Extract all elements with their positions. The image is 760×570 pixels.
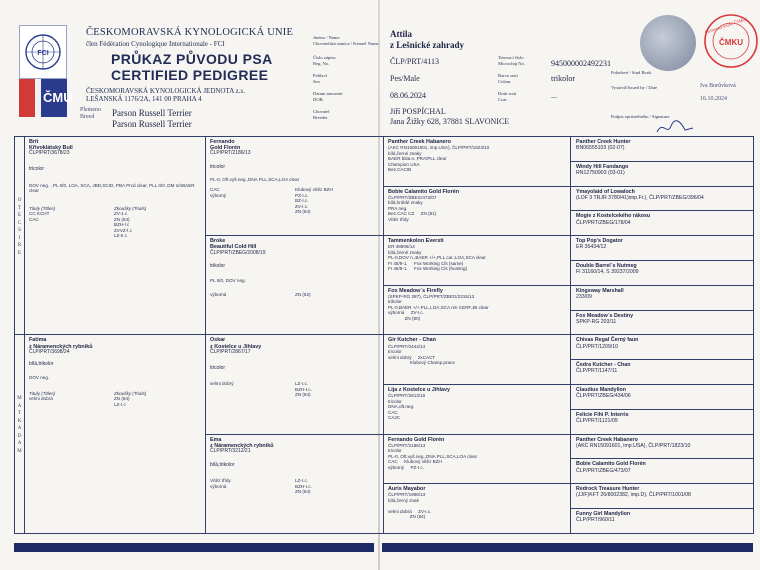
g4-cell: [571, 137, 754, 162]
microchip-number: 945000002492231: [551, 59, 611, 68]
great-grandparent-name: Gir Kutcher - Chan: [388, 337, 436, 344]
great-grandparent-name: Lija z Kostelce u Jihlavy: [388, 386, 451, 393]
grandparent-name: Oskar z Kostelce u Jihlavy: [210, 337, 262, 350]
dam-cell: [25, 335, 206, 533]
g4-reg: (AKC RN15091601, imp.USA), ČLP/PRT/1823/10: [576, 442, 691, 449]
grandparent-exams: ZN (62): [295, 291, 311, 297]
g4-name: Windy Hill Fandango: [576, 163, 629, 170]
sire-reg: ČLP/PRT/3678/23: [29, 150, 70, 157]
grandparent-titles: výborná: [210, 291, 227, 297]
great-grandparent-cell: [384, 335, 571, 385]
tattoo-label: Tetovací číslo Microchip No.: [498, 55, 526, 66]
sire-exams-label: Zkoušky (Trials): [114, 205, 147, 211]
grandparent-color: tricolor: [210, 164, 226, 171]
stud-book-label: Pořadové / Stud Book: [611, 70, 652, 75]
name-label: Jméno / Name Chovatelská stanice / Kennel Name: [313, 35, 379, 46]
g4-name: Panther Creek Habanero: [576, 436, 638, 443]
grandparent-cell: [206, 236, 384, 335]
g4-reg: ČLP/PRT/ZBEG/473/07: [576, 467, 631, 474]
dam-side-label: M A T K A D A M: [17, 396, 22, 454]
g4-cell: [571, 384, 754, 409]
g4-name: Top Pop's Dogator: [576, 238, 623, 245]
dog-name: Attila: [390, 29, 412, 39]
embossed-seal: [640, 15, 696, 71]
great-grandparent-name: Bobie Calamito Gold Florén: [388, 188, 459, 195]
sire-cell: [25, 137, 206, 335]
g4-name: Redrock Treasure Hunter: [576, 486, 640, 493]
grandparent-color: bílá,trikolor: [210, 461, 235, 468]
g4-reg: (JJ/F)KFT 26/8002382, imp.D), ČLP/PRT/1001/08: [576, 492, 691, 499]
dam-exams-label: Zkoušky (Trials): [114, 390, 147, 396]
g4-name: Kingsway Marshall: [576, 287, 624, 294]
org-member: člen Fédération Cynologique Internationale - FCI: [86, 40, 225, 48]
dam-side-label-cell: [15, 335, 25, 533]
great-grandparent-details: ČLP/PRT/1996/13 bílá,černý znak velmi dobrá ZV-I.c. ZN (84): [388, 492, 432, 520]
dam-titles: velmi dobrá: [29, 396, 53, 402]
grandparent-color: tricolor: [210, 364, 226, 371]
signature: [655, 118, 695, 138]
great-grandparent-details: (AKC RN15091601, imp.USA), ČLP/PRT/1823/10 bílá,černé znaky BAER bilat.n.,PRA/PLL clear Champion USA Bez.CACIB: [388, 145, 490, 173]
footer-band-right: [382, 543, 753, 552]
grandparent-name: Ema z Náramenckých rybníků: [210, 436, 274, 449]
great-grandparent-cell: [384, 434, 571, 484]
g4-name: Chivas Regal Černý faun: [576, 337, 639, 344]
g4-name: Double Barrel´s Nutmeg: [576, 262, 637, 269]
great-grandparent-name: Fernando Gold Florén: [388, 436, 445, 443]
grandparent-titles: velmi dobrý: [210, 381, 234, 387]
kennel-name: z Lešnické zahrady: [390, 40, 464, 50]
grandparent-exams: LZ-I.c. BZH-I.c. ZN (84): [295, 478, 312, 495]
great-grandparent-details: ER 48906/14 bílá,černé znaky PL-0,DOV n.,BAER +/+,PLL car.,LOA,SCA clear FI 45/9-1. Fox Working Cls (same) FI 45/9-1. Fox Working Cls (hunting): [388, 244, 486, 272]
coat-value: ...: [551, 91, 557, 100]
grandparent-exams: Klubový vítěz BZH PZ-I.c. BZ-I.c. ZV-I.c. ZN (84): [295, 187, 333, 215]
g4-reg: SPKP-RG 203/11: [576, 318, 617, 325]
grandparent-titles: CAC výborný: [210, 187, 227, 198]
coat-label: Druh srsti Coat: [498, 91, 517, 102]
fci-emblem: [19, 25, 67, 79]
grandparent-reg: ČLP/PRT/ZBEG/2008/19: [210, 249, 266, 256]
signature-label: Podpis oprávněného / Signature: [611, 114, 670, 119]
sire-name: Brit Křivoklátský Bull: [29, 139, 73, 152]
grandparent-health: PL 0/0, DOV neg.: [210, 278, 246, 284]
dam-name: Fatima z Náramenckých rybníků: [29, 337, 93, 350]
color-value: trikolor: [551, 74, 575, 83]
great-grandparent-name: Auris Mayabor: [388, 486, 426, 493]
great-grandparent-cell: [384, 484, 571, 534]
grandparent-exams: LZ-I.c. BZH-I.c. ZN (84): [295, 381, 312, 398]
g4-reg: ČLP/PRT/1147/11: [576, 368, 618, 375]
great-grandparent-cell: [384, 186, 571, 236]
g4-reg: FI 31160/14, S 39237/2009: [576, 269, 639, 276]
dam-exams: ZN (84) LZ-I.c: [114, 396, 130, 407]
breed-value: Parson Russell Terrier: [112, 108, 192, 118]
dam-reg: ČLP/PRT/3698/24: [29, 348, 70, 355]
breeder-name: Jiří POSPÍCHAL: [390, 107, 446, 116]
great-grandparent-details: ČLP/PRT/2186/13 tricolor PL-0, Oft.vyš.neg.,DNA PLL,SCA,LOA clear CAC Klubový vítěz BZH výborný PZ-I.c.: [388, 442, 478, 470]
grandparent-name: Fernando Gold Florén: [210, 139, 241, 152]
g4-cell: [571, 409, 754, 434]
g4-reg: ČLP/PRT/ZBEG/178/04: [576, 219, 631, 226]
grandparent-reg: ČLP/PRT/3212/21: [210, 447, 251, 454]
dam-color: bílá,trikolor: [29, 360, 54, 367]
sire-health: DOV neg. , PL 0/0, LOA, SCA, JBD,SCID, PBA Prcd clear, PLL 0/0 ,DM n/nBAER clear: [29, 182, 195, 194]
great-grandparent-cell: [384, 236, 571, 286]
great-grandparent-cell: [384, 285, 571, 335]
g4-reg: (LOF 3 TRJR 3780/41)imp.Fr.), ČLP/PRT/ZBEG/396/04: [576, 194, 704, 201]
reg-number: ČLP/PRT/4113: [390, 57, 440, 66]
sire-titles: CC KCHT CAC: [29, 211, 50, 222]
sire-side-label: O T E C S I R E: [17, 198, 22, 256]
g4-cell: [571, 161, 754, 186]
dob-label: Datum narození DOB: [313, 91, 343, 102]
g4-cell: [571, 186, 754, 211]
g4-reg: RN12750903 (03-01): [576, 170, 625, 177]
g4-cell: [571, 211, 754, 236]
g4-cell: [571, 236, 754, 261]
org-name: ČESKOMORAVSKÁ KYNOLOGICKÁ UNIE: [86, 27, 294, 38]
grandparent-health: PL-0, Oft.vyš.neg.,DNA PLL,SCA,LOA clear: [210, 176, 300, 182]
great-grandparent-details: (SPKP-RG 287), ČLP/PRT/ZBEG/2315/13 trikolor PL-0,BAER +/+,PLL,LOA,SCA n/n CERF,JB clear výborná ZV-I.c. ZN (80): [388, 293, 489, 321]
g4-cell: [571, 484, 754, 509]
g4-cell: [571, 310, 754, 335]
great-grandparent-details: ČLP/PRT/ZBEG/473/07 bílá,hnědé znaky PRA neg. Bez.CAC CZ ZN (81) Vítěz třídy: [388, 194, 437, 222]
g4-reg: ČLP/PRT/1121/09: [576, 418, 618, 425]
grandparent-cell: [206, 434, 384, 533]
title-en: CERTIFIED PEDIGREE: [111, 67, 269, 83]
sire-exams: ZV-1.c ZN (84) BZH-l.c ZVVZ-l.c LZ-II.c: [114, 211, 132, 239]
sire-color: tricolor: [29, 166, 45, 173]
breed-label-cz: Plemeno: [80, 107, 101, 113]
issued-label: Vystavil/Issued by / Date: [611, 85, 658, 90]
sire-titles-label: Tituly (Titles): [29, 205, 56, 211]
g4-cell: [571, 260, 754, 285]
svg-text:ČMKU: ČMKU: [719, 38, 743, 47]
footer-band-left: [14, 543, 374, 552]
grandparent-cell: [206, 335, 384, 434]
cmku-logo: [19, 25, 73, 117]
sex-label: Pohlaví Sex: [313, 73, 328, 84]
g4-reg: BN06555103 (02-07): [576, 145, 625, 152]
g4-name: Fox Meadow´s Destiny: [576, 312, 634, 319]
g4-cell: [571, 360, 754, 385]
dam-health: DOV neg.: [29, 375, 50, 381]
great-grandparent-name: Fox Meadow´s Firefly: [388, 287, 443, 294]
dam-titles-label: Tituly (Titles): [29, 390, 56, 396]
great-grandparent-details: ČLP/PRT/2613/16 tricolor DNA,oft.neg. CAC CAJC: [388, 393, 426, 421]
g4-cell: [571, 434, 754, 459]
g4-cell: [571, 285, 754, 310]
svg-text:FCI: FCI: [37, 50, 49, 57]
grandparent-name: Broke Beautiful Cold Hill: [210, 238, 257, 251]
g4-name: Funny Girl Mandylion: [576, 510, 631, 517]
issued-date: 16.10.2024: [700, 96, 727, 102]
great-grandparent-name: Tammenkolon Eversti: [388, 238, 444, 245]
g4-reg: ČLP/PRT/960/11: [576, 517, 615, 524]
grandparent-color: trikolor: [210, 263, 226, 270]
great-grandparent-cell: [384, 137, 571, 187]
great-grandparent-details: ČLP/PRT/2444/14 tricolor velmi dobrý 2xCACT Klubový Champ.prace: [388, 343, 455, 366]
g4-name: Bobie Calamito Gold Florén: [576, 461, 646, 468]
great-grandparent-name: Panther Creek Habanero: [388, 139, 451, 145]
g4-name: Čedra Kutcher - Chan: [576, 362, 631, 369]
g4-reg: ER 35434/12: [576, 244, 607, 251]
stamp-text: Plemenná kniha ČMKU: [704, 16, 748, 35]
sire-side-label-cell: [15, 137, 25, 335]
color-label: Barva srsti Colour: [498, 73, 518, 84]
cmku-band: ČMU: [19, 79, 67, 117]
grandparent-titles: Vítěz třídy výborná: [210, 478, 231, 489]
issuer-name: ČESKOMORAVSKÁ KYNOLOGICKÁ JEDNOTA z.s.: [86, 87, 245, 95]
grandparent-reg: ČLP/PRT/2867/17: [210, 348, 251, 355]
title-cz: PRŮKAZ PŮVODU PSA: [111, 51, 273, 67]
issued-by: Iva Borůvková: [700, 83, 736, 89]
reg-label: Číslo zápisu Reg. No.: [313, 55, 336, 66]
g4-name: Claudius Mandylion: [576, 386, 627, 393]
g4-cell: [571, 459, 754, 484]
g4-reg: ČLP/PRT/ZBEG/434/06: [576, 393, 631, 400]
g4-name: Mogie z Kostelcekého rákosu: [576, 213, 651, 220]
g4-cell: [571, 335, 754, 360]
g4-name: Felicie Fihi P. Interris: [576, 411, 629, 418]
pedigree-table: [14, 136, 754, 534]
great-grandparent-cell: [384, 384, 571, 434]
g4-reg: 233/09: [576, 294, 592, 301]
g4-reg: ČLP/PRT/1209/10: [576, 343, 619, 350]
dob-value: 08.06.2024: [390, 91, 426, 100]
breed-label-en: Breed: [80, 114, 95, 120]
grandparent-reg: ČLP/PRT/2186/13: [210, 150, 251, 157]
sex-value: Pes/Male: [390, 74, 420, 83]
g4-cell: [571, 508, 754, 533]
grandparent-cell: [206, 137, 384, 236]
g4-name: Panther Creek Hunter: [576, 139, 631, 145]
g4-name: Ymayolaid of Lowaloch: [576, 188, 635, 195]
issuer-address: LEŠANSKÁ 1176/2A, 141 00 PRAHA 4: [86, 95, 202, 103]
breed-value-2: Parson Russell Terrier: [112, 119, 192, 129]
breeder-label: Chovatel Breeder: [313, 109, 330, 120]
breeder-address: Jana Žižky 628, 37881 SLAVONICE: [390, 117, 510, 126]
